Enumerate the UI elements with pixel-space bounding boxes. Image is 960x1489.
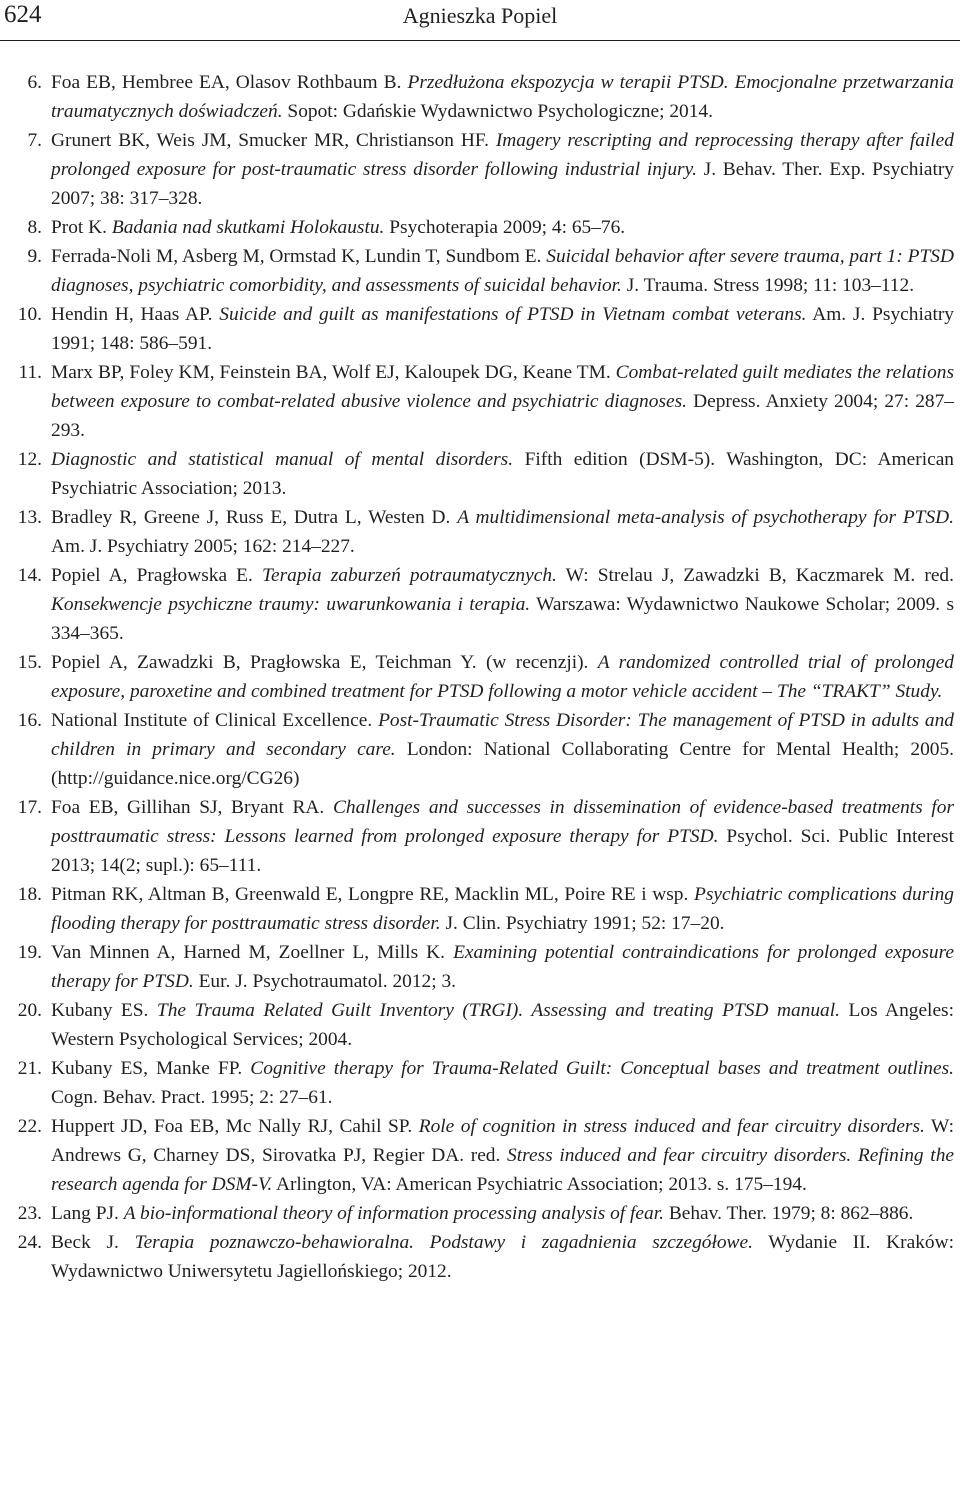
reference-number: 13. <box>17 507 42 528</box>
reference-segment: Van Minnen A, Harned M, Zoellner L, Mills K. <box>51 942 454 963</box>
reference-segment: Marx BP, Foley KM, Feinstein BA, Wolf EJ, Kaloupek DG, Keane TM. <box>51 362 616 383</box>
reference-text <box>51 130 954 209</box>
reference-segment: London: National Collaborating Centre for Mental Health; 2005. (http://guidance.nice.org/CG26) <box>51 739 955 789</box>
reference-item <box>8 1054 954 1112</box>
reference-segment: Huppert JD, Foa EB, Mc Nally RJ, Cahil SP. <box>51 1116 419 1137</box>
running-head-author: Agnieszka Popiel <box>402 3 558 28</box>
reference-segment: Prot K. <box>51 217 112 238</box>
reference-item <box>8 880 954 938</box>
reference-segment: Foa EB, Gillihan SJ, Bryant RA. <box>51 797 333 818</box>
reference-segment: Los Angeles: Western Psychological Services; 2004. <box>51 1000 954 1050</box>
reference-title: Combat-related guilt mediates the relations between exposure to combat-related abusive violence and psychiatric diagnoses. <box>51 362 955 412</box>
reference-segment: Popiel A, Pragłowska E. <box>51 565 262 586</box>
reference-text <box>51 72 954 122</box>
reference-title: Post-Traumatic Stress Disorder: The management of PTSD in adults and children in primary and secondary care. <box>51 710 954 760</box>
reference-title: Role of cognition in stress induced and fear circuitry disorders. <box>418 1116 925 1137</box>
reference-number: 15. <box>17 652 42 673</box>
reference-segment: Am. J. Psychiatry 2005; 162: 214–227. <box>51 536 355 557</box>
reference-text <box>51 1232 954 1282</box>
reference-number: 12. <box>17 449 42 470</box>
reference-segment: Ferrada-Noli M, Asberg M, Ormstad K, Lundin T, Sundbom E. <box>51 246 547 267</box>
reference-segment: Eur. J. Psychotraumatol. 2012; 3. <box>193 971 457 992</box>
reference-segment: Kubany ES, Manke FP. <box>51 1058 251 1079</box>
reference-segment: Psychoterapia 2009; 4: 65–76. <box>384 217 626 238</box>
reference-number: 22. <box>17 1116 42 1137</box>
reference-text <box>51 1203 913 1224</box>
reference-segment: Hendin H, Haas AP. <box>51 304 220 325</box>
reference-text <box>51 1116 954 1195</box>
reference-segment: W: Andrews G, Charney DS, Sirovatka PJ, Regier DA. red. <box>51 1116 955 1166</box>
reference-number: 10. <box>17 304 42 325</box>
reference-number: 9. <box>27 246 42 267</box>
reference-text <box>51 710 954 789</box>
reference-item <box>8 358 954 445</box>
reference-text <box>51 304 954 354</box>
reference-title: Challenges and successes in dissemination of evidence-based treatments for posttraumatic stress: Lessons learned from prolonged exposure therapy for PTSD. <box>51 797 954 847</box>
reference-item <box>8 213 954 242</box>
reference-text <box>51 449 954 499</box>
reference-segment: J. Clin. Psychiatry 1991; 52: 17–20. <box>440 913 725 934</box>
reference-number: 6. <box>27 72 42 93</box>
reference-item <box>8 445 954 503</box>
reference-segment: Wydanie II. Kraków: Wydawnictwo Uniwersytetu Jagiellońskiego; 2012. <box>51 1232 954 1282</box>
reference-number: 24. <box>17 1232 42 1253</box>
reference-segment: Pitman RK, Altman B, Greenwald E, Longpre RE, Macklin ML, Poire RE i wsp. <box>51 884 694 905</box>
reference-title: Konsekwencje psychiczne traumy: uwarunkowania i terapia. <box>51 594 531 615</box>
reference-title: A bio-informational theory of information processing analysis of fear. <box>123 1203 664 1224</box>
reference-segment: Beck J. <box>51 1232 135 1253</box>
reference-number: 7. <box>27 130 42 151</box>
reference-text <box>51 652 954 702</box>
reference-segment: Kubany ES. <box>51 1000 157 1021</box>
reference-segment: W: Strelau J, Zawadzki B, Kaczmarek M. red. <box>556 565 954 586</box>
reference-number: 18. <box>17 884 42 905</box>
reference-title: A randomized controlled trial of prolonged exposure, paroxetine and combined treatment for PTSD following a motor vehicle accident – The “TRAKT” Study. <box>51 652 954 702</box>
reference-text <box>51 507 954 557</box>
reference-item <box>8 503 954 561</box>
reference-segment: Am. J. Psychiatry 1991; 148: 586–591. <box>51 304 954 354</box>
reference-number: 16. <box>17 710 42 731</box>
reference-title: Stress induced and fear circuitry disorders. Refining the research agenda for DSM-V. <box>51 1145 954 1195</box>
reference-title: Terapia zaburzeń potraumatycznych. <box>261 565 557 586</box>
reference-item <box>8 706 954 793</box>
reference-title: Examining potential contraindications for prolonged exposure therapy for PTSD. <box>51 942 954 992</box>
reference-number: 20. <box>17 1000 42 1021</box>
reference-title: Przedłużona ekspozycja w terapii PTSD. Emocjonalne przetwarzania traumatycznych doświadczeń. <box>51 72 954 122</box>
reference-segment: Popiel A, Zawadzki B, Pragłowska E, Teichman Y. (w recenzji). <box>51 652 598 673</box>
reference-segment: Behav. Ther. 1979; 8: 862–886. <box>663 1203 914 1224</box>
reference-item <box>8 561 954 648</box>
reference-text <box>51 217 625 238</box>
reference-segment: J. Trauma. Stress 1998; 11: 103–112. <box>621 275 915 296</box>
reference-item <box>8 793 954 880</box>
reference-number: 8. <box>27 217 42 238</box>
reference-segment: Foa EB, Hembree EA, Olasov Rothbaum B. <box>51 72 408 93</box>
reference-segment: Warszawa: Wydawnictwo Naukowe Scholar; 2009. s 334–365. <box>51 594 954 644</box>
reference-text <box>51 246 954 296</box>
reference-segment: Psychol. Sci. Public Interest 2013; 14(2; supl.): 65–111. <box>51 826 954 876</box>
reference-title: Cognitive therapy for Trauma-Related Guilt: Conceptual bases and treatment outlines. <box>250 1058 954 1079</box>
reference-number: 14. <box>17 565 42 586</box>
reference-item <box>8 996 954 1054</box>
reference-segment: Grunert BK, Weis JM, Smucker MR, Christianson HF. <box>51 130 496 151</box>
page-header <box>0 0 960 42</box>
reference-item <box>8 242 954 300</box>
reference-number: 19. <box>17 942 42 963</box>
reference-text <box>51 797 954 876</box>
reference-item <box>8 126 954 213</box>
header-rule <box>0 40 960 41</box>
reference-item <box>8 68 954 126</box>
reference-segment: National Institute of Clinical Excellence. <box>51 710 379 731</box>
reference-title: A multidimensional meta-analysis of psychotherapy for PTSD. <box>457 507 954 528</box>
reference-title: The Trauma Related Guilt Inventory (TRGI). Assessing and treating PTSD manual. <box>156 1000 840 1021</box>
reference-text <box>51 884 954 934</box>
reference-title: Suicidal behavior after severe trauma, part 1: PTSD diagnoses, psychiatric comorbidity, and assessments of suicidal behavior. <box>51 246 954 296</box>
reference-item <box>8 938 954 996</box>
reference-segment: Sopot: Gdańskie Wydawnictwo Psychologiczne; 2014. <box>282 101 713 122</box>
reference-item <box>8 1112 954 1199</box>
reference-title: Suicide and guilt as manifestations of PTSD in Vietnam combat veterans. <box>219 304 807 325</box>
reference-title: Psychiatric complications during flooding therapy for posttraumatic stress disorder. <box>51 884 955 934</box>
reference-list <box>8 68 954 1286</box>
reference-segment: Depress. Anxiety 2004; 27: 287–293. <box>51 391 954 441</box>
reference-title: Diagnostic and statistical manual of mental disorders. <box>51 449 514 470</box>
reference-number: 11. <box>18 362 42 383</box>
reference-text <box>51 565 954 644</box>
reference-title: Terapia poznawczo-behawioralna. Podstawy i zagadnienia szczegółowe. <box>134 1232 753 1253</box>
reference-text <box>51 362 954 441</box>
reference-item <box>8 300 954 358</box>
reference-segment: Fifth edition (DSM-5). Washington, DC: American Psychiatric Association; 2013. <box>51 449 954 499</box>
reference-title: Imagery rescripting and reprocessing therapy after failed prolonged exposure for post-traumatic stress disorder following industrial injury. <box>51 130 954 180</box>
reference-segment: Arlington, VA: American Psychiatric Association; 2013. s. 175–194. <box>272 1174 807 1195</box>
reference-segment: J. Behav. Ther. Exp. Psychiatry 2007; 38: 317–328. <box>51 159 954 209</box>
reference-number: 23. <box>17 1203 42 1224</box>
page-number: 624 <box>4 1 42 28</box>
reference-segment: Cogn. Behav. Pract. 1995; 2: 27–61. <box>51 1087 333 1108</box>
reference-text <box>51 1000 954 1050</box>
reference-text <box>51 942 954 992</box>
reference-item <box>8 648 954 706</box>
reference-item <box>8 1228 954 1286</box>
reference-text <box>51 1058 954 1108</box>
reference-item <box>8 1199 954 1228</box>
reference-number: 17. <box>17 797 42 818</box>
reference-title: Badania nad skutkami Holokaustu. <box>111 217 385 238</box>
reference-segment: Bradley R, Greene J, Russ E, Dutra L, Westen D. <box>51 507 458 528</box>
reference-segment: Lang PJ. <box>51 1203 124 1224</box>
reference-number: 21. <box>17 1058 42 1079</box>
